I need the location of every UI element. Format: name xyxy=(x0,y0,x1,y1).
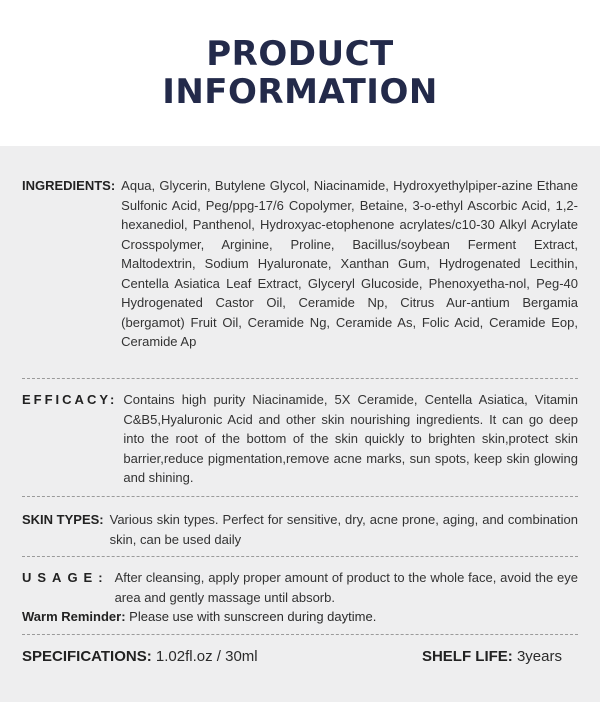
efficacy-text: Contains high purity Niacinamide, 5X Ceramide, Centella Asiatica, Vitamin C&B5,Hyaluronic Acid and other skin nourishing ingredients. It can go deep into the root of the bottom of the skin quickly to brighten skin,protect skin barrier,reduce pigmentation,remove acne marks, sun spots, keep skin glowing and shining. xyxy=(123,392,578,485)
ingredients-label: INGREDIENTS: xyxy=(22,178,116,193)
efficacy-section xyxy=(22,390,578,488)
divider xyxy=(22,496,578,497)
shelf-life-value: 3years xyxy=(516,648,562,665)
skin-types-text: Various skin types. Perfect for sensitive, dry, acne prone, aging, and combination skin, can be used daily xyxy=(109,512,578,547)
reminder-label: Warm Reminder: xyxy=(22,609,126,624)
specs-row xyxy=(22,648,562,665)
shelf-life xyxy=(422,648,562,665)
shelf-life-label: SHELF LIFE: xyxy=(421,648,513,665)
warm-reminder xyxy=(22,607,578,627)
ingredients-text: Aqua, Glycerin, Butylene Glycol, Niacinamide, Hydroxyethylpiper-azine Ethane Sulfonic Acid, Peg/ppg-17/6 Copolymer, Betaine, 3-o-ethyl Ascorbic Acid, 1,2-hexanediol, Panthenol, Hydroxyac-etophenone acrylates/c10-30 Alkyl Acrylate Crosspolymer, Arginine, Proline, Bacillus/soybean Ferment Extract, Maltodextrin, Sodium Hyaluronate, Xanthan Gum, Hydrogenated Lecithin, Centella Asiatica Leaf Extract, Glyceryl Glucoside, Phenoxyetha-nol, Peg-40 Hydrogenated Castor Oil, Ceramide Np, Citrus Aur-antium Bergamia (bergamot) Fruit Oil, Ceramide Ng, Ceramide As, Folic Acid, Ceramide Eop, Ceramide Ap xyxy=(121,178,578,349)
skin-types-label: SKIN TYPES: xyxy=(22,512,104,527)
info-panel xyxy=(0,146,600,702)
divider xyxy=(22,378,578,379)
ingredients-section xyxy=(22,176,578,352)
specifications-label: SPECIFICATIONS: xyxy=(22,648,152,665)
usage-label: USAGE: xyxy=(22,570,109,585)
specifications-value: 1.02fl.oz / 30ml xyxy=(155,648,258,665)
specifications xyxy=(22,648,258,665)
page-title-line-1: PRODUCT xyxy=(206,34,394,74)
efficacy-label: EFFICACY: xyxy=(22,392,118,407)
skin-types-section xyxy=(22,510,578,549)
page-title-line-2: INFORMATION xyxy=(162,72,438,112)
divider xyxy=(22,634,578,635)
reminder-text: Please use with sunscreen during daytime. xyxy=(129,609,377,624)
header xyxy=(0,0,600,146)
usage-text: After cleansing, apply proper amount of product to the whole face, avoid the eye area and gently massage until absorb. xyxy=(114,570,578,605)
usage-section xyxy=(22,568,578,627)
divider xyxy=(22,556,578,557)
